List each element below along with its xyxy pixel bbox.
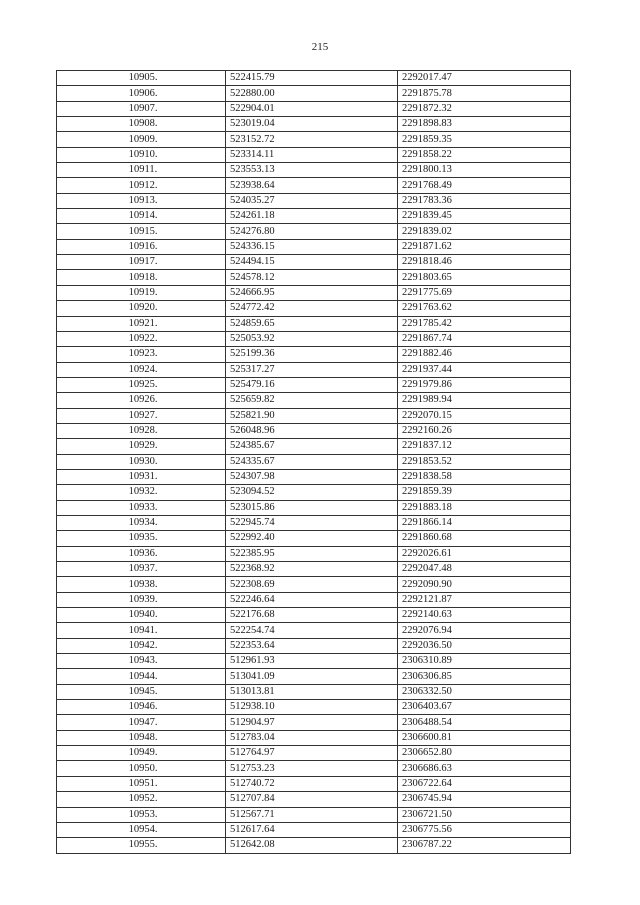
point-number-cell: 10914. (57, 209, 226, 224)
x-coordinate-cell: 523314.11 (226, 147, 398, 162)
x-coordinate-cell: 512707.84 (226, 792, 398, 807)
y-coordinate-cell: 2291853.52 (398, 454, 571, 469)
point-number-cell: 10909. (57, 132, 226, 147)
x-coordinate-cell: 522945.74 (226, 515, 398, 530)
table-row (57, 638, 571, 653)
table-row (57, 792, 571, 807)
x-coordinate-cell: 524494.15 (226, 255, 398, 270)
table-row (57, 193, 571, 208)
point-number-cell: 10949. (57, 746, 226, 761)
table-row (57, 101, 571, 116)
x-coordinate-cell: 524666.95 (226, 285, 398, 300)
y-coordinate-cell: 2306600.81 (398, 730, 571, 745)
table-row (57, 393, 571, 408)
y-coordinate-cell: 2291979.86 (398, 377, 571, 392)
x-coordinate-cell: 524261.18 (226, 209, 398, 224)
point-number-cell: 10941. (57, 623, 226, 638)
point-number-cell: 10943. (57, 654, 226, 669)
y-coordinate-cell: 2306745.94 (398, 792, 571, 807)
x-coordinate-cell: 523553.13 (226, 163, 398, 178)
x-coordinate-cell: 524336.15 (226, 239, 398, 254)
table-row (57, 500, 571, 515)
x-coordinate-cell: 512904.97 (226, 715, 398, 730)
point-number-cell: 10918. (57, 270, 226, 285)
table-row (57, 577, 571, 592)
point-number-cell: 10912. (57, 178, 226, 193)
x-coordinate-cell: 522308.69 (226, 577, 398, 592)
table-row (57, 822, 571, 837)
y-coordinate-cell: 2291839.45 (398, 209, 571, 224)
x-coordinate-cell: 525199.36 (226, 347, 398, 362)
x-coordinate-cell: 522353.64 (226, 638, 398, 653)
y-coordinate-cell: 2292026.61 (398, 546, 571, 561)
page-number: 215 (311, 41, 329, 53)
table-row (57, 515, 571, 530)
point-number-cell: 10946. (57, 700, 226, 715)
table-row (57, 86, 571, 101)
point-number-cell: 10928. (57, 423, 226, 438)
table-row (57, 147, 571, 162)
point-number-cell: 10944. (57, 669, 226, 684)
y-coordinate-cell: 2292036.50 (398, 638, 571, 653)
point-number-cell: 10913. (57, 193, 226, 208)
x-coordinate-cell: 522176.68 (226, 608, 398, 623)
y-coordinate-cell: 2292017.47 (398, 71, 571, 86)
x-coordinate-cell: 524276.80 (226, 224, 398, 239)
table-row (57, 362, 571, 377)
x-coordinate-cell: 512961.93 (226, 654, 398, 669)
coordinates-table-body (57, 71, 571, 854)
table-row (57, 270, 571, 285)
point-number-cell: 10942. (57, 638, 226, 653)
y-coordinate-cell: 2291867.74 (398, 331, 571, 346)
table-row (57, 654, 571, 669)
x-coordinate-cell: 512938.10 (226, 700, 398, 715)
y-coordinate-cell: 2291937.44 (398, 362, 571, 377)
table-row (57, 608, 571, 623)
table-row (57, 178, 571, 193)
point-number-cell: 10939. (57, 592, 226, 607)
x-coordinate-cell: 524335.67 (226, 454, 398, 469)
table-row (57, 255, 571, 270)
point-number-cell: 10917. (57, 255, 226, 270)
x-coordinate-cell: 525821.90 (226, 408, 398, 423)
point-number-cell: 10948. (57, 730, 226, 745)
y-coordinate-cell: 2292160.26 (398, 423, 571, 438)
point-number-cell: 10907. (57, 101, 226, 116)
x-coordinate-cell: 513013.81 (226, 684, 398, 699)
point-number-cell: 10924. (57, 362, 226, 377)
table-row (57, 715, 571, 730)
point-number-cell: 10926. (57, 393, 226, 408)
y-coordinate-cell: 2291803.65 (398, 270, 571, 285)
y-coordinate-cell: 2291858.22 (398, 147, 571, 162)
y-coordinate-cell: 2306310.89 (398, 654, 571, 669)
table-row (57, 730, 571, 745)
y-coordinate-cell: 2291989.94 (398, 393, 571, 408)
table-row (57, 224, 571, 239)
x-coordinate-cell: 522368.92 (226, 562, 398, 577)
x-coordinate-cell: 522992.40 (226, 531, 398, 546)
point-number-cell: 10931. (57, 469, 226, 484)
table-row (57, 761, 571, 776)
table-row (57, 623, 571, 638)
x-coordinate-cell: 522904.01 (226, 101, 398, 116)
y-coordinate-cell: 2306403.67 (398, 700, 571, 715)
table-row (57, 132, 571, 147)
point-number-cell: 10927. (57, 408, 226, 423)
x-coordinate-cell: 525479.16 (226, 377, 398, 392)
table-row (57, 546, 571, 561)
y-coordinate-cell: 2291872.32 (398, 101, 571, 116)
y-coordinate-cell: 2306332.50 (398, 684, 571, 699)
point-number-cell: 10952. (57, 792, 226, 807)
x-coordinate-cell: 524385.67 (226, 439, 398, 454)
x-coordinate-cell: 512783.04 (226, 730, 398, 745)
point-number-cell: 10910. (57, 147, 226, 162)
x-coordinate-cell: 522246.64 (226, 592, 398, 607)
y-coordinate-cell: 2292076.94 (398, 623, 571, 638)
x-coordinate-cell: 524035.27 (226, 193, 398, 208)
y-coordinate-cell: 2306488.54 (398, 715, 571, 730)
table-row (57, 117, 571, 132)
y-coordinate-cell: 2291783.36 (398, 193, 571, 208)
table-row (57, 408, 571, 423)
table-row (57, 684, 571, 699)
point-number-cell: 10905. (57, 71, 226, 86)
point-number-cell: 10922. (57, 331, 226, 346)
y-coordinate-cell: 2306306.85 (398, 669, 571, 684)
point-number-cell: 10916. (57, 239, 226, 254)
x-coordinate-cell: 524772.42 (226, 301, 398, 316)
y-coordinate-cell: 2291866.14 (398, 515, 571, 530)
y-coordinate-cell: 2292070.15 (398, 408, 571, 423)
y-coordinate-cell: 2292047.48 (398, 562, 571, 577)
point-number-cell: 10947. (57, 715, 226, 730)
point-number-cell: 10933. (57, 500, 226, 515)
table-row (57, 423, 571, 438)
x-coordinate-cell: 524307.98 (226, 469, 398, 484)
y-coordinate-cell: 2291859.35 (398, 132, 571, 147)
y-coordinate-cell: 2291837.12 (398, 439, 571, 454)
point-number-cell: 10940. (57, 608, 226, 623)
table-row (57, 301, 571, 316)
y-coordinate-cell: 2291768.49 (398, 178, 571, 193)
table-row (57, 807, 571, 822)
y-coordinate-cell: 2291882.46 (398, 347, 571, 362)
y-coordinate-cell: 2291883.18 (398, 500, 571, 515)
x-coordinate-cell: 512764.97 (226, 746, 398, 761)
y-coordinate-cell: 2292140.63 (398, 608, 571, 623)
y-coordinate-cell: 2291871.62 (398, 239, 571, 254)
x-coordinate-cell: 512740.72 (226, 776, 398, 791)
x-coordinate-cell: 523094.52 (226, 485, 398, 500)
x-coordinate-cell: 522385.95 (226, 546, 398, 561)
point-number-cell: 10954. (57, 822, 226, 837)
table-row (57, 838, 571, 853)
y-coordinate-cell: 2291818.46 (398, 255, 571, 270)
table-row (57, 331, 571, 346)
x-coordinate-cell: 525659.82 (226, 393, 398, 408)
point-number-cell: 10906. (57, 86, 226, 101)
x-coordinate-cell: 522880.00 (226, 86, 398, 101)
y-coordinate-cell: 2306721.50 (398, 807, 571, 822)
point-number-cell: 10930. (57, 454, 226, 469)
y-coordinate-cell: 2291800.13 (398, 163, 571, 178)
point-number-cell: 10921. (57, 316, 226, 331)
x-coordinate-cell: 523015.86 (226, 500, 398, 515)
x-coordinate-cell: 512753.23 (226, 761, 398, 776)
x-coordinate-cell: 522415.79 (226, 71, 398, 86)
point-number-cell: 10934. (57, 515, 226, 530)
table-row (57, 592, 571, 607)
table-row (57, 669, 571, 684)
y-coordinate-cell: 2291898.83 (398, 117, 571, 132)
point-number-cell: 10919. (57, 285, 226, 300)
table-row (57, 776, 571, 791)
point-number-cell: 10935. (57, 531, 226, 546)
table-row (57, 347, 571, 362)
table-row (57, 316, 571, 331)
table-row (57, 439, 571, 454)
table-row (57, 700, 571, 715)
x-coordinate-cell: 525317.27 (226, 362, 398, 377)
coordinates-table (56, 70, 571, 854)
y-coordinate-cell: 2306686.63 (398, 761, 571, 776)
point-number-cell: 10953. (57, 807, 226, 822)
table-row (57, 163, 571, 178)
x-coordinate-cell: 524859.65 (226, 316, 398, 331)
point-number-cell: 10929. (57, 439, 226, 454)
x-coordinate-cell: 523938.64 (226, 178, 398, 193)
y-coordinate-cell: 2292090.90 (398, 577, 571, 592)
x-coordinate-cell: 523152.72 (226, 132, 398, 147)
table-row (57, 454, 571, 469)
point-number-cell: 10920. (57, 301, 226, 316)
table-row (57, 239, 571, 254)
y-coordinate-cell: 2306787.22 (398, 838, 571, 853)
x-coordinate-cell: 524578.12 (226, 270, 398, 285)
point-number-cell: 10911. (57, 163, 226, 178)
y-coordinate-cell: 2306652.80 (398, 746, 571, 761)
table-row (57, 469, 571, 484)
x-coordinate-cell: 512642.08 (226, 838, 398, 853)
x-coordinate-cell: 513041.09 (226, 669, 398, 684)
point-number-cell: 10951. (57, 776, 226, 791)
y-coordinate-cell: 2291875.78 (398, 86, 571, 101)
table-row (57, 377, 571, 392)
table-row (57, 71, 571, 86)
point-number-cell: 10945. (57, 684, 226, 699)
point-number-cell: 10937. (57, 562, 226, 577)
y-coordinate-cell: 2292121.87 (398, 592, 571, 607)
y-coordinate-cell: 2291839.02 (398, 224, 571, 239)
y-coordinate-cell: 2306722.64 (398, 776, 571, 791)
table-row (57, 746, 571, 761)
point-number-cell: 10950. (57, 761, 226, 776)
point-number-cell: 10936. (57, 546, 226, 561)
point-number-cell: 10925. (57, 377, 226, 392)
point-number-cell: 10923. (57, 347, 226, 362)
x-coordinate-cell: 525053.92 (226, 331, 398, 346)
point-number-cell: 10915. (57, 224, 226, 239)
table-row (57, 531, 571, 546)
table-row (57, 562, 571, 577)
point-number-cell: 10908. (57, 117, 226, 132)
table-row (57, 485, 571, 500)
x-coordinate-cell: 522254.74 (226, 623, 398, 638)
x-coordinate-cell: 526048.96 (226, 423, 398, 438)
y-coordinate-cell: 2291763.62 (398, 301, 571, 316)
x-coordinate-cell: 512617.64 (226, 822, 398, 837)
y-coordinate-cell: 2291859.39 (398, 485, 571, 500)
y-coordinate-cell: 2306775.56 (398, 822, 571, 837)
point-number-cell: 10938. (57, 577, 226, 592)
y-coordinate-cell: 2291785.42 (398, 316, 571, 331)
y-coordinate-cell: 2291860.68 (398, 531, 571, 546)
y-coordinate-cell: 2291838.58 (398, 469, 571, 484)
x-coordinate-cell: 512567.71 (226, 807, 398, 822)
x-coordinate-cell: 523019.04 (226, 117, 398, 132)
point-number-cell: 10932. (57, 485, 226, 500)
point-number-cell: 10955. (57, 838, 226, 853)
table-row (57, 285, 571, 300)
y-coordinate-cell: 2291775.69 (398, 285, 571, 300)
table-row (57, 209, 571, 224)
